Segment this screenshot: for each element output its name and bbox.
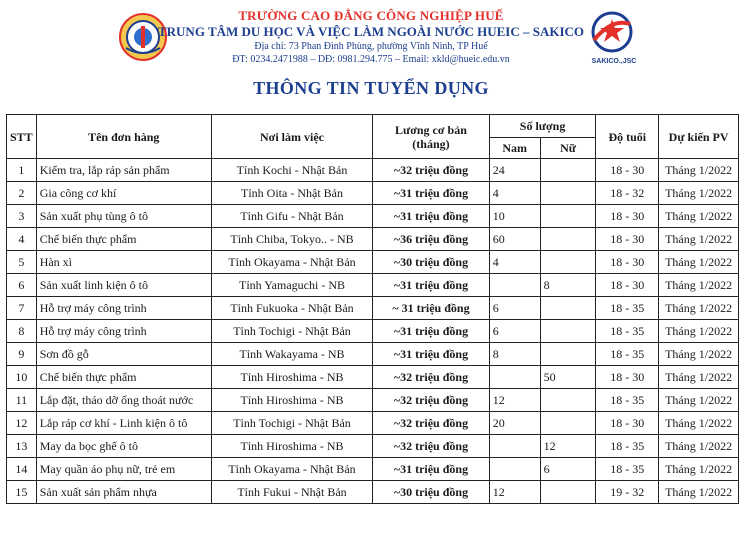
row-age-range: 18 - 30 — [596, 251, 659, 274]
row-male-count: 6 — [489, 320, 540, 343]
row-female-count — [540, 205, 596, 228]
row-location: Tỉnh Chiba, Tokyo.. - NB — [211, 228, 372, 251]
sakico-logo-icon — [584, 10, 640, 62]
center-name: TRUNG TÂM DU HỌC VÀ VIỆC LÀM NGOÀI NƯỚC HUEIC – SAKICO — [157, 24, 585, 39]
row-order-name: Hàn xì — [36, 251, 211, 274]
row-interview-date: Tháng 1/2022 — [659, 274, 739, 297]
row-order-name: Chế biến thực phẩm — [36, 366, 211, 389]
row-age-range: 18 - 30 — [596, 228, 659, 251]
row-salary: ~31 triệu đồng — [373, 320, 490, 343]
row-male-count: 20 — [489, 412, 540, 435]
row-stt: 9 — [7, 343, 37, 366]
row-age-range: 19 - 32 — [596, 481, 659, 504]
row-female-count: 12 — [540, 435, 596, 458]
row-female-count — [540, 320, 596, 343]
row-age-range: 18 - 35 — [596, 320, 659, 343]
row-salary: ~ 31 triệu đồng — [373, 297, 490, 320]
row-stt: 3 — [7, 205, 37, 228]
row-male-count — [489, 458, 540, 481]
row-age-range: 18 - 35 — [596, 458, 659, 481]
row-age-range: 18 - 32 — [596, 182, 659, 205]
table-row — [7, 343, 739, 366]
row-location: Tỉnh Fukuoka - Nhật Bản — [211, 297, 372, 320]
row-female-count — [540, 159, 596, 182]
page-title: THÔNG TIN TUYỂN DỤNG — [253, 78, 489, 98]
row-male-count: 24 — [489, 159, 540, 182]
row-location: Tỉnh Hiroshima - NB — [211, 435, 372, 458]
row-female-count — [540, 228, 596, 251]
row-female-count — [540, 182, 596, 205]
table-row — [7, 366, 739, 389]
row-male-count: 12 — [489, 481, 540, 504]
row-interview-date: Tháng 1/2022 — [659, 159, 739, 182]
row-salary: ~32 triệu đồng — [373, 412, 490, 435]
header-salary-line1: Lương cơ bản — [395, 122, 467, 137]
header-quantity: Số lượng — [489, 115, 596, 138]
table-row — [7, 297, 739, 320]
row-location: Tỉnh Kochi - Nhật Bản — [211, 159, 372, 182]
table-row — [7, 228, 739, 251]
row-stt: 13 — [7, 435, 37, 458]
row-location: Tỉnh Tochigi - Nhật Bản — [211, 320, 372, 343]
row-interview-date: Tháng 1/2022 — [659, 320, 739, 343]
row-salary: ~31 triệu đồng — [373, 343, 490, 366]
header-salary-line2: (tháng) — [412, 136, 450, 151]
row-interview-date: Tháng 1/2022 — [659, 366, 739, 389]
row-salary: ~32 triệu đồng — [373, 435, 490, 458]
row-salary: ~32 triệu đồng — [373, 366, 490, 389]
table-row — [7, 412, 739, 435]
header-location: Nơi làm việc — [211, 115, 372, 159]
row-male-count — [489, 274, 540, 297]
row-male-count: 60 — [489, 228, 540, 251]
row-female-count — [540, 389, 596, 412]
row-male-count: 6 — [489, 297, 540, 320]
row-order-name: Hỗ trợ máy công trình — [36, 297, 211, 320]
row-stt: 8 — [7, 320, 37, 343]
row-salary: ~36 triệu đồng — [373, 228, 490, 251]
sakico-logo-label: SAKICO.,JSC — [591, 58, 637, 65]
row-order-name: Sơn đồ gỗ — [36, 343, 211, 366]
row-order-name: Chế biến thực phẩm — [36, 228, 211, 251]
row-order-name: Sản xuất linh kiện ô tô — [36, 274, 211, 297]
row-age-range: 18 - 35 — [596, 297, 659, 320]
row-interview-date: Tháng 1/2022 — [659, 435, 739, 458]
row-stt: 12 — [7, 412, 37, 435]
row-male-count: 4 — [489, 251, 540, 274]
row-location: Tỉnh Okayama - Nhật Bản — [211, 458, 372, 481]
header-interview: Dự kiến PV — [659, 115, 739, 159]
table-row — [7, 159, 739, 182]
row-location: Tỉnh Oita - Nhật Bản — [211, 182, 372, 205]
row-age-range: 18 - 30 — [596, 366, 659, 389]
row-order-name: May quần áo phụ nữ, trẻ em — [36, 458, 211, 481]
row-order-name: Lắp ráp cơ khí - Linh kiện ô tô — [36, 412, 211, 435]
letterhead — [0, 0, 742, 112]
row-age-range: 18 - 35 — [596, 435, 659, 458]
row-interview-date: Tháng 1/2022 — [659, 481, 739, 504]
row-salary: ~31 triệu đồng — [373, 274, 490, 297]
row-location: Tỉnh Hiroshima - NB — [211, 366, 372, 389]
row-age-range: 18 - 30 — [596, 274, 659, 297]
row-stt: 2 — [7, 182, 37, 205]
school-name: TRƯỜNG CAO ĐẲNG CÔNG NGHIỆP HUẾ — [238, 8, 504, 23]
header-age: Độ tuổi — [596, 115, 659, 159]
row-location: Tỉnh Hiroshima - NB — [211, 389, 372, 412]
table-row — [7, 205, 739, 228]
row-interview-date: Tháng 1/2022 — [659, 297, 739, 320]
header-salary — [373, 115, 490, 159]
table-row — [7, 435, 739, 458]
contact-info: ĐT: 0234.2471988 – DĐ: 0981.294.775 – Email: xkld@hueic.edu.vn — [232, 54, 510, 65]
table-row — [7, 274, 739, 297]
address: Địa chỉ: 73 Phan Đình Phùng, phường Vĩnh Ninh, TP Huế — [254, 41, 488, 52]
row-male-count: 12 — [489, 389, 540, 412]
row-age-range: 18 - 35 — [596, 343, 659, 366]
row-interview-date: Tháng 1/2022 — [659, 251, 739, 274]
row-order-name: Sản xuất phụ tùng ô tô — [36, 205, 211, 228]
row-order-name: Hỗ trợ máy công trình — [36, 320, 211, 343]
row-male-count — [489, 435, 540, 458]
row-age-range: 18 - 30 — [596, 159, 659, 182]
row-salary: ~31 triệu đồng — [373, 205, 490, 228]
table-row — [7, 481, 739, 504]
row-interview-date: Tháng 1/2022 — [659, 412, 739, 435]
row-stt: 11 — [7, 389, 37, 412]
row-location: Tỉnh Yamaguchi - NB — [211, 274, 372, 297]
row-female-count: 6 — [540, 458, 596, 481]
row-location: Tỉnh Fukui - Nhật Bản — [211, 481, 372, 504]
row-interview-date: Tháng 1/2022 — [659, 458, 739, 481]
row-salary: ~31 triệu đồng — [373, 458, 490, 481]
row-stt: 14 — [7, 458, 37, 481]
row-salary: ~30 triệu đồng — [373, 481, 490, 504]
header-female: Nữ — [540, 138, 596, 159]
row-salary: ~32 triệu đồng — [373, 159, 490, 182]
row-age-range: 18 - 30 — [596, 205, 659, 228]
row-location: Tỉnh Okayama - Nhật Bản — [211, 251, 372, 274]
row-male-count: 10 — [489, 205, 540, 228]
row-age-range: 18 - 30 — [596, 412, 659, 435]
row-interview-date: Tháng 1/2022 — [659, 343, 739, 366]
table-row — [7, 182, 739, 205]
row-location: Tỉnh Wakayama - NB — [211, 343, 372, 366]
row-stt: 5 — [7, 251, 37, 274]
row-stt: 7 — [7, 297, 37, 320]
row-female-count: 50 — [540, 366, 596, 389]
row-male-count — [489, 366, 540, 389]
header-order: Tên đơn hàng — [36, 115, 211, 159]
table-row — [7, 251, 739, 274]
table-row — [7, 458, 739, 481]
row-male-count: 4 — [489, 182, 540, 205]
row-stt: 10 — [7, 366, 37, 389]
row-interview-date: Tháng 1/2022 — [659, 228, 739, 251]
row-salary: ~30 triệu đồng — [373, 251, 490, 274]
row-female-count — [540, 412, 596, 435]
row-order-name: May da bọc ghế ô tô — [36, 435, 211, 458]
row-order-name: Lắp đặt, tháo dỡ ống thoát nước — [36, 389, 211, 412]
row-female-count — [540, 251, 596, 274]
row-stt: 15 — [7, 481, 37, 504]
row-female-count — [540, 343, 596, 366]
row-order-name: Kiểm tra, lắp ráp sản phẩm — [36, 159, 211, 182]
row-female-count: 8 — [540, 274, 596, 297]
table-row — [7, 320, 739, 343]
row-male-count: 8 — [489, 343, 540, 366]
row-female-count — [540, 481, 596, 504]
row-stt: 6 — [7, 274, 37, 297]
row-interview-date: Tháng 1/2022 — [659, 182, 739, 205]
header-stt: STT — [7, 115, 37, 159]
header-male: Nam — [489, 138, 540, 159]
row-female-count — [540, 297, 596, 320]
row-location: Tỉnh Gifu - Nhật Bản — [211, 205, 372, 228]
row-location: Tỉnh Tochigi - Nhật Bản — [211, 412, 372, 435]
row-interview-date: Tháng 1/2022 — [659, 389, 739, 412]
row-stt: 1 — [7, 159, 37, 182]
table-row — [7, 389, 739, 412]
job-table — [6, 114, 739, 504]
row-order-name: Sản xuất sản phẩm nhựa — [36, 481, 211, 504]
row-salary: ~31 triệu đồng — [373, 182, 490, 205]
row-order-name: Gia công cơ khí — [36, 182, 211, 205]
row-stt: 4 — [7, 228, 37, 251]
row-interview-date: Tháng 1/2022 — [659, 205, 739, 228]
row-salary: ~32 triệu đồng — [373, 389, 490, 412]
row-age-range: 18 - 35 — [596, 389, 659, 412]
